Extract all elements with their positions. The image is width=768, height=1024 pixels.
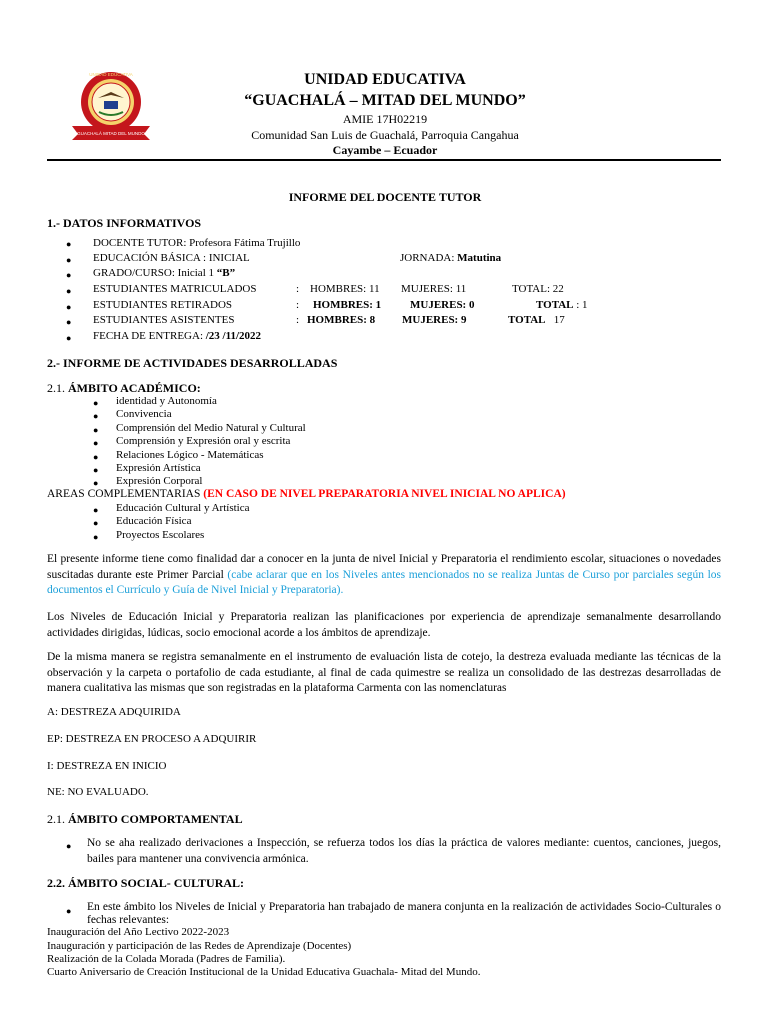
paragraph-planificaciones: Los Niveles de Educación Inicial y Preparatoria realizan las planificaciones por experiencia de aprendizaje semanalmente desarrollando actividades dirigidas, lúdicas, socio emocional acorde a los ámbitos de aprendizaje. [47,611,721,639]
bullet-dot: ● [66,255,72,265]
section1-heading: 1.- DATOS INFORMATIVOS [47,216,202,230]
fecha-entrega [93,330,261,342]
school-seal-logo [66,68,156,144]
jornada-value: Matutina [457,252,502,264]
bullet-dot: ● [66,302,72,312]
social-activity: Realización de la Colada Morada (Padres de Familia). [47,953,286,965]
paragraph-intro [47,552,721,599]
areas-item: Educación Cultural y Artística [116,502,250,514]
school-name-line2: “GUACHALÁ – MITAD DEL MUNDO” [244,92,526,109]
academico-num: 2.1. [47,381,68,395]
matriculados-label: ESTUDIANTES MATRICULADOS [93,283,257,295]
social-activity: Inauguración y participación de las Redes de Aprendizaje (Docentes) [47,940,352,952]
retirados-mujeres: MUJERES: 0 [410,299,475,311]
logo-top-text: UNIDAD EDUCATIVA [89,72,133,77]
areas-item: Proyectos Escolares [116,529,205,541]
social-activity: Inauguración del Año Lectivo 2022-2023 [47,926,230,938]
matriculados-colon: : [296,283,300,295]
social-activity: Cuarto Aniversario de Creación Institucional de la Unidad Educativa Guachala- Mitad del Mundo. [47,966,481,978]
grado-label: GRADO/CURSO: Inicial 1 [93,267,217,279]
bullet-dot: ● [93,532,99,542]
bullet-dot: ● [93,398,99,408]
academico-item: Expresión Artística [116,462,201,474]
logo-ribbon-text: GUACHALÁ MITAD DEL MUNDO [77,131,145,136]
areas-label: AREAS COMPLEMENTARIAS [47,488,204,500]
academico-item: Comprensión del Medio Natural y Cultural [116,422,306,434]
academico-item: identidad y Autonomía [116,395,217,407]
section2-heading: 2.- INFORME DE ACTIVIDADES DESARROLLADAS [47,356,338,370]
academico-title: ÁMBITO ACADÉMICO: [68,381,201,395]
academico-item: Expresión Corporal [116,475,203,487]
header-divider [47,159,721,161]
retirados-total-value: : 1 [576,299,588,311]
bullet-dot: ● [93,411,99,421]
fecha-label: FECHA DE ENTREGA: [93,330,206,342]
retirados-total-label: TOTAL [536,299,574,311]
comportamental-num: 2.1. [47,812,68,826]
areas-note: (EN CASO DE NIVEL PREPARATORIA NIVEL INICIAL NO APLICA) [203,488,566,500]
matriculados-mujeres: MUJERES: 11 [401,283,467,295]
bullet-dot: ● [93,452,99,462]
para1-note: (cabe aclarar que en los Niveles antes mencionados no se realiza Juntas de Curso por parciales según los documentos el Currículo y Guía de Nivel Inicial y Preparatoria). [47,568,722,596]
nomenclature-ne: NE: NO EVALUADO. [47,786,149,798]
asistentes-label: ESTUDIANTES ASISTENTES [93,314,235,326]
jornada-field [400,252,501,264]
retirados-colon: : [296,299,300,311]
asistentes-total [508,314,565,326]
docente-tutor: DOCENTE TUTOR: Profesora Fátima Trujillo [93,237,301,249]
academico-item: Convivencia [116,408,172,420]
paragraph-evaluacion: De la misma manera se registra semanalmente en el instrumento de evaluación lista de cotejo, la destreza evaluada mediante las técnicas de la observación y la carpeta o portafolio de cada estudiante, al final de cada quimestre se realiza un consolidado de las destrezas desarrolladas de manera cualitativa las mismas que son registradas en la plataforma Carmenta con las nomenclaturas [47,651,721,694]
matriculados-total: TOTAL: 22 [512,283,564,295]
bullet-dot: ● [66,270,72,280]
grado-curso [93,267,235,279]
nomenclature-i: I: DESTREZA EN INICIO [47,760,167,772]
bullet-dot: ● [93,478,99,488]
bullet-dot: ● [93,518,99,528]
asistentes-colon: : [296,314,300,326]
educacion-basica: EDUCACIÓN BÁSICA : INICIAL [93,252,250,264]
school-name-line1: UNIDAD EDUCATIVA [304,71,466,88]
bullet-dot: ● [66,286,72,296]
para1-text: El presente informe tiene como finalidad dar a conocer en la junta de nivel Inicial y Preparatoria el rendimiento escolar, situaciones o novedades suscitadas durante este Primer Parcial [47,553,721,581]
academico-item: Relaciones Lógico - Matemáticas [116,449,264,461]
asistentes-total-value: 17 [553,314,565,326]
community-address: Comunidad San Luis de Guachalá, Parroquia Cangahua [251,128,519,142]
nomenclature-ep: EP: DESTREZA EN PROCESO A ADQUIRIR [47,733,257,745]
fecha-value: /23 /11/2022 [205,330,262,342]
bullet-dot: ● [93,505,99,515]
asistentes-mujeres: MUJERES: 9 [402,314,467,326]
matriculados-hombres: HOMBRES: 11 [310,283,380,295]
bullet-dot: ● [66,841,72,851]
amie-code: AMIE 17H02219 [342,112,428,126]
bullet-dot: ● [93,465,99,475]
areas-complementarias-heading [47,488,566,500]
bullet-dot: ● [66,239,72,249]
retirados-hombres: HOMBRES: 1 [313,299,382,311]
bullet-dot: ● [93,438,99,448]
city-country: Cayambe – Ecuador [332,143,438,157]
jornada-label: JORNADA: [400,252,458,264]
areas-item: Educación Física [116,515,192,527]
academico-heading [47,381,201,396]
comportamental-text: No se aha realizado derivaciones a Inspección, se refuerza todos los días la práctica de valores mediante: cuentos, canciones, juegos, bailes para mantener una convivencia armónica. [87,837,721,865]
bullet-dot: ● [66,317,72,327]
nomenclature-a: A: DESTREZA ADQUIRIDA [47,706,181,718]
report-title: INFORME DEL DOCENTE TUTOR [288,190,482,204]
social-cultural-text: En este ámbito los Niveles de Inicial y Preparatoria han trabajado de manera conjunta en la realización de actividades Socio-Culturales o fechas relevantes: [87,901,721,926]
grado-value: “B” [216,267,236,279]
asistentes-hombres: HOMBRES: 8 [307,314,376,326]
retirados-label: ESTUDIANTES RETIRADOS [93,299,233,311]
comportamental-title: ÁMBITO COMPORTAMENTAL [68,812,243,826]
retirados-total [536,299,588,311]
asistentes-total-label: TOTAL [508,314,546,326]
bullet-dot: ● [66,906,72,916]
academico-item: Comprensión y Expresión oral y escrita [116,435,291,447]
bullet-dot: ● [66,333,72,343]
comportamental-heading [47,812,243,827]
social-cultural-heading: 2.2. ÁMBITO SOCIAL- CULTURAL: [47,876,245,890]
bullet-dot: ● [93,425,99,435]
